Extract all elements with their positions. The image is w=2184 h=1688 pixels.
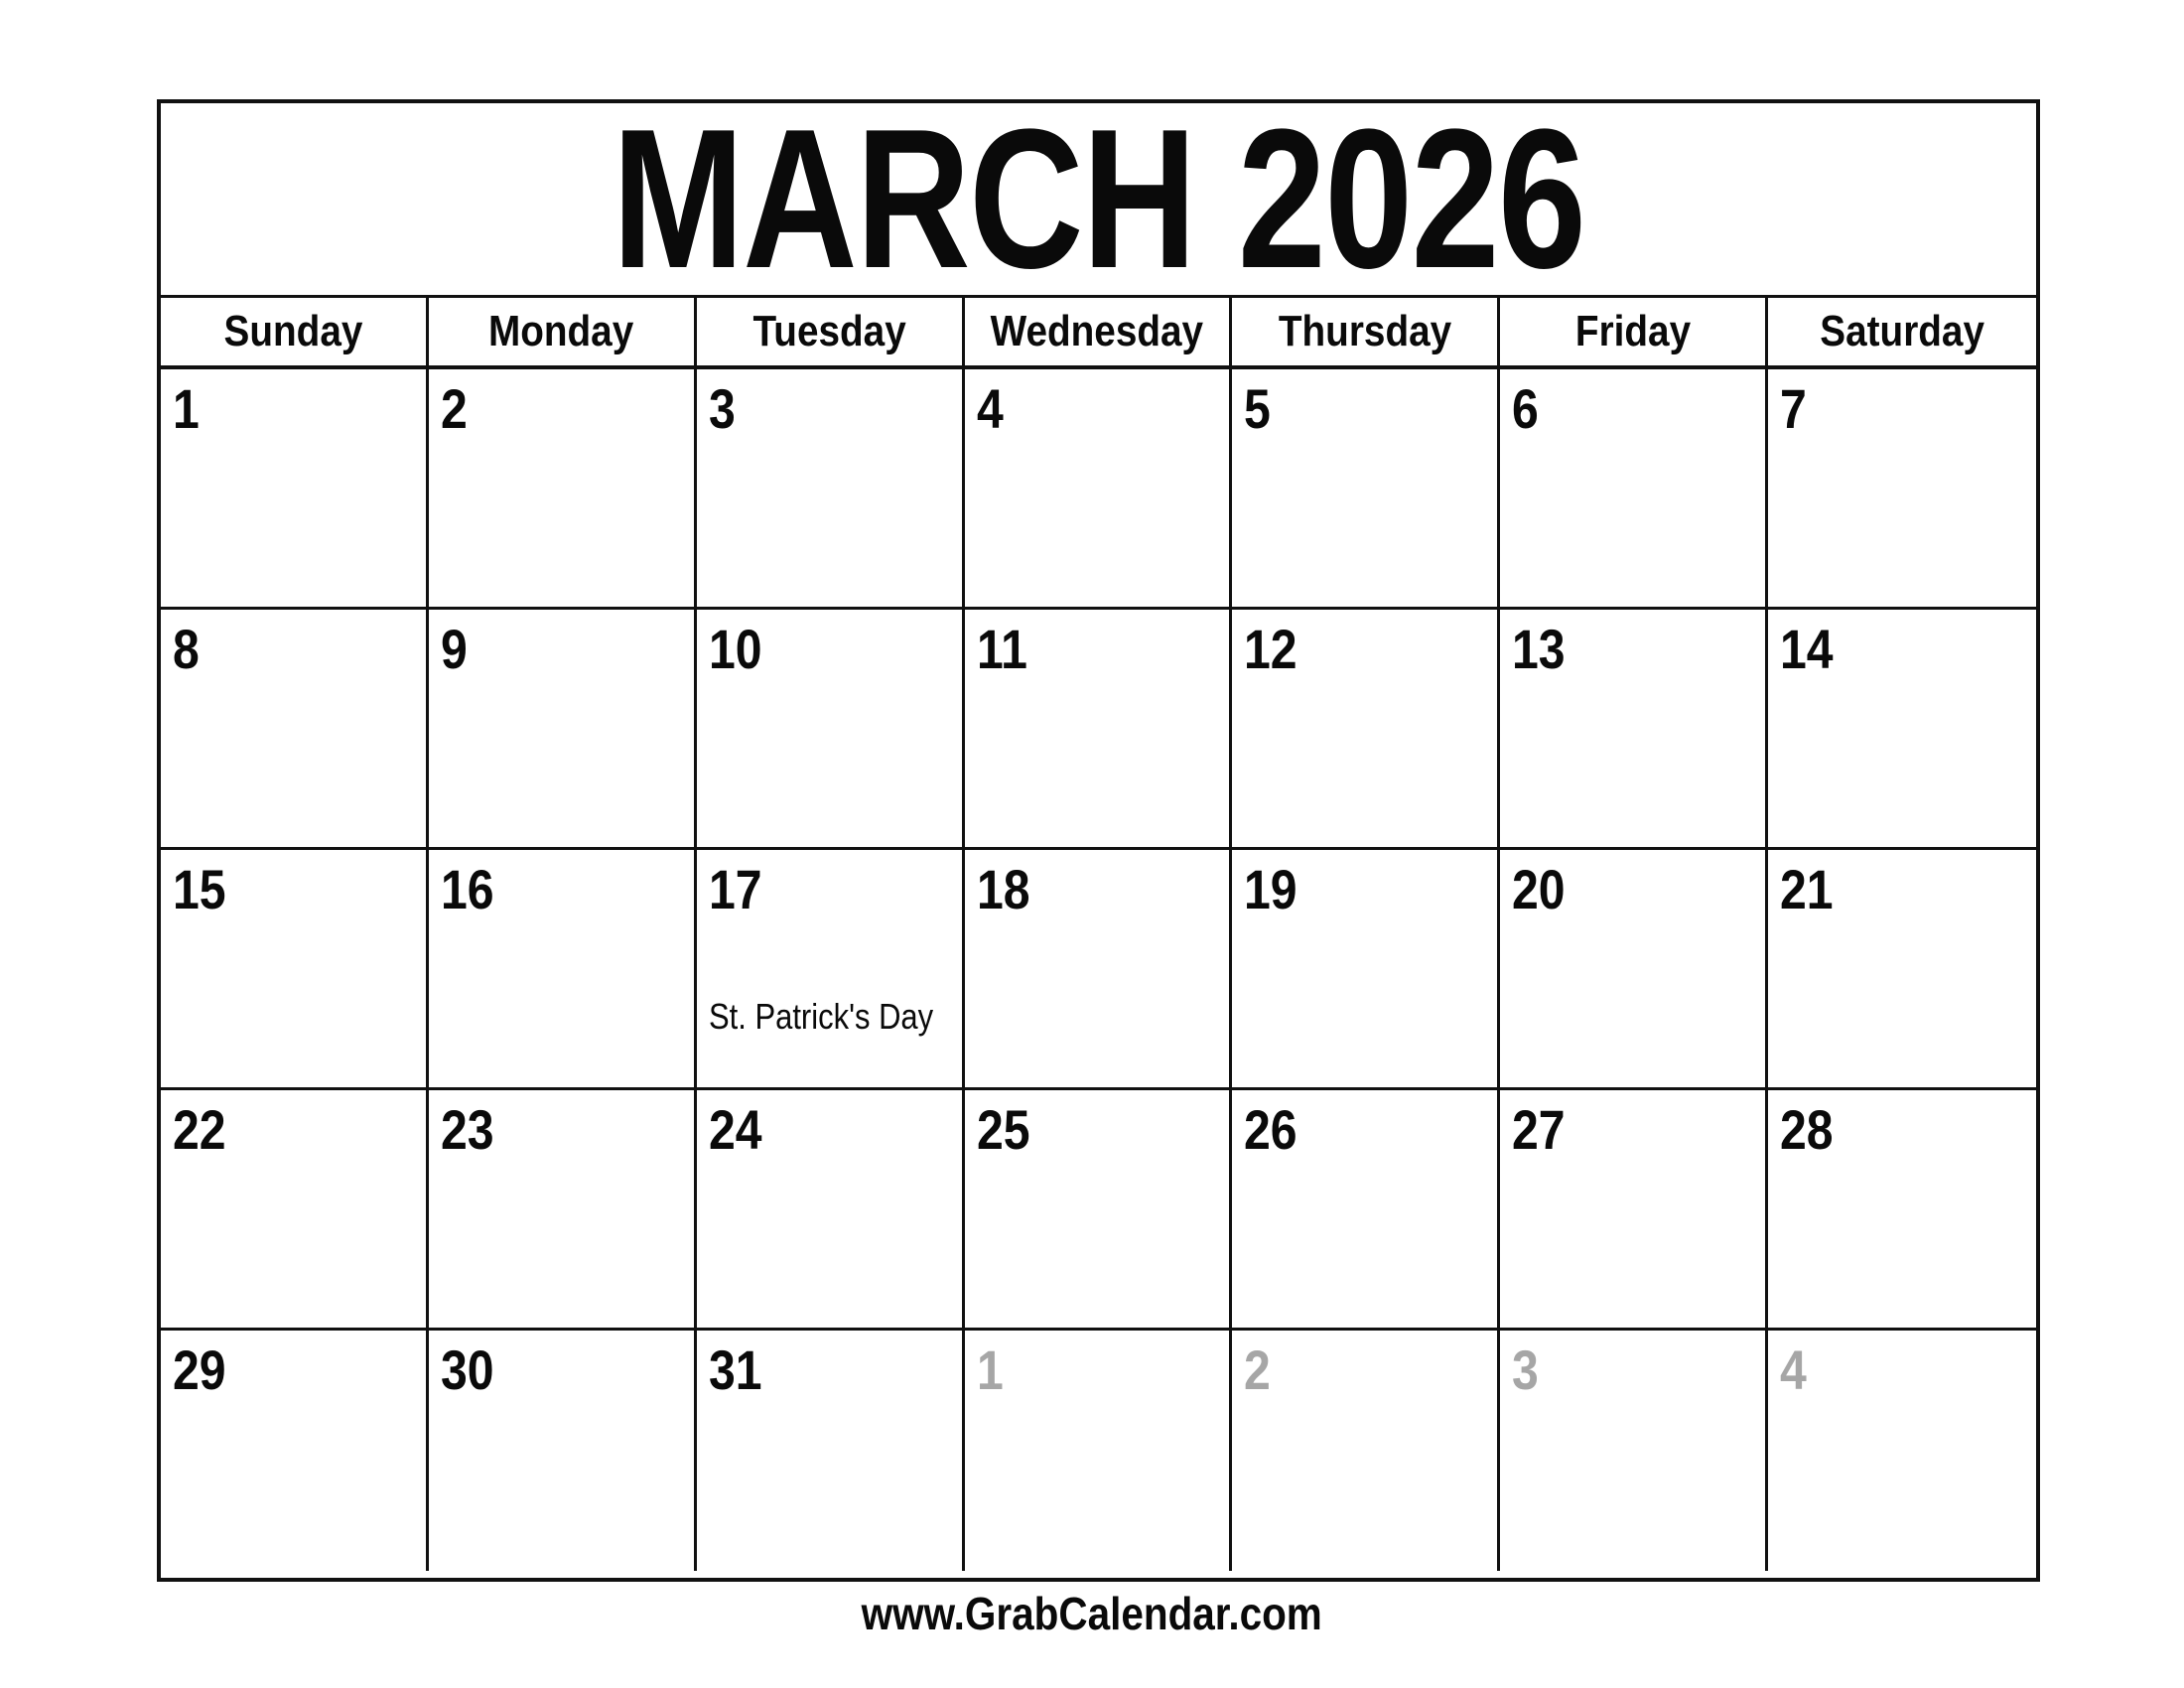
- day-cell-mar-6: [1500, 369, 1768, 610]
- weekday-label: Tuesday: [752, 307, 906, 355]
- day-cell-mar-25: [965, 1090, 1233, 1331]
- day-cell-mar-1: [161, 369, 429, 610]
- date-number: 28: [1780, 1098, 1834, 1161]
- footer-website-url: www.GrabCalendar.com: [861, 1588, 1323, 1639]
- weekday-label: Wednesday: [990, 307, 1204, 355]
- day-cell-mar-23: [429, 1090, 697, 1331]
- date-number: 14: [1780, 618, 1834, 680]
- day-cell-apr-3-next-month: [1500, 1331, 1768, 1571]
- date-number-muted: 1: [976, 1338, 1004, 1401]
- date-number: 25: [976, 1098, 1030, 1161]
- day-cell-mar-4: [965, 369, 1233, 610]
- date-number: 2: [440, 377, 468, 440]
- weekday-label: Thursday: [1278, 307, 1451, 355]
- day-cell-mar-28: [1768, 1090, 2036, 1331]
- date-number: 18: [976, 858, 1030, 920]
- date-number-muted: 3: [1512, 1338, 1540, 1401]
- date-number: 7: [1780, 377, 1807, 440]
- date-number: 8: [173, 618, 200, 680]
- date-number: 3: [708, 377, 736, 440]
- date-number: 1: [173, 377, 200, 440]
- weekday-header-row: [161, 298, 2036, 369]
- day-cell-mar-17: [697, 850, 965, 1090]
- day-cell-mar-22: [161, 1090, 429, 1331]
- weekday-label: Saturday: [1820, 307, 1984, 355]
- calendar-container: [157, 87, 2040, 1582]
- weekday-header-wednesday: [965, 298, 1233, 365]
- date-number: 12: [1244, 618, 1297, 680]
- date-number: 29: [173, 1338, 226, 1401]
- date-number: 23: [440, 1098, 494, 1161]
- day-cell-mar-15: [161, 850, 429, 1090]
- day-cell-mar-16: [429, 850, 697, 1090]
- weekday-header-sunday: [161, 298, 429, 365]
- day-cell-mar-29: [161, 1331, 429, 1571]
- date-number: 26: [1244, 1098, 1297, 1161]
- day-cell-apr-1-next-month: [965, 1331, 1233, 1571]
- date-grid: [161, 369, 2036, 1571]
- date-number: 27: [1512, 1098, 1566, 1161]
- footer: [0, 1588, 2184, 1639]
- date-number: 5: [1244, 377, 1272, 440]
- day-cell-mar-11: [965, 610, 1233, 850]
- date-number: 17: [708, 858, 762, 920]
- day-cell-mar-21: [1768, 850, 2036, 1090]
- day-cell-mar-10: [697, 610, 965, 850]
- day-cell-mar-12: [1232, 610, 1500, 850]
- day-cell-mar-3: [697, 369, 965, 610]
- day-cell-apr-4-next-month: [1768, 1331, 2036, 1571]
- date-number: 15: [173, 858, 226, 920]
- weekday-header-saturday: [1768, 298, 2036, 365]
- date-number: 30: [440, 1338, 494, 1401]
- day-cell-mar-26: [1232, 1090, 1500, 1331]
- day-cell-mar-9: [429, 610, 697, 850]
- day-cell-mar-30: [429, 1331, 697, 1571]
- day-cell-mar-18: [965, 850, 1233, 1090]
- date-number: 13: [1512, 618, 1566, 680]
- date-number: 11: [976, 618, 1027, 680]
- day-cell-mar-13: [1500, 610, 1768, 850]
- day-cell-mar-2: [429, 369, 697, 610]
- date-number-muted: 4: [1780, 1338, 1807, 1401]
- date-number: 19: [1244, 858, 1297, 920]
- day-cell-mar-31: [697, 1331, 965, 1571]
- day-cell-mar-5: [1232, 369, 1500, 610]
- date-number: 9: [440, 618, 468, 680]
- holiday-label-st-patricks-day: St. Patrick's Day: [708, 996, 933, 1037]
- weekday-label: Sunday: [223, 307, 363, 355]
- date-number: 20: [1512, 858, 1566, 920]
- day-cell-mar-20: [1500, 850, 1768, 1090]
- weekday-label: Friday: [1574, 307, 1691, 355]
- date-number: 22: [173, 1098, 226, 1161]
- day-cell-mar-14: [1768, 610, 2036, 850]
- date-number: 24: [708, 1098, 762, 1161]
- day-cell-mar-19: [1232, 850, 1500, 1090]
- date-number: 4: [976, 377, 1004, 440]
- day-cell-apr-2-next-month: [1232, 1331, 1500, 1571]
- day-cell-mar-7: [1768, 369, 2036, 610]
- date-number: 16: [440, 858, 494, 920]
- date-number: 6: [1512, 377, 1540, 440]
- month-year-title: MARCH 2026: [612, 87, 1585, 310]
- weekday-label: Monday: [488, 307, 634, 355]
- day-cell-mar-8: [161, 610, 429, 850]
- day-cell-mar-27: [1500, 1090, 1768, 1331]
- date-number: 10: [708, 618, 762, 680]
- date-number: 31: [708, 1338, 762, 1401]
- day-cell-mar-24: [697, 1090, 965, 1331]
- date-number: 21: [1780, 858, 1834, 920]
- calendar-title-section: [161, 87, 2036, 310]
- date-number-muted: 2: [1244, 1338, 1272, 1401]
